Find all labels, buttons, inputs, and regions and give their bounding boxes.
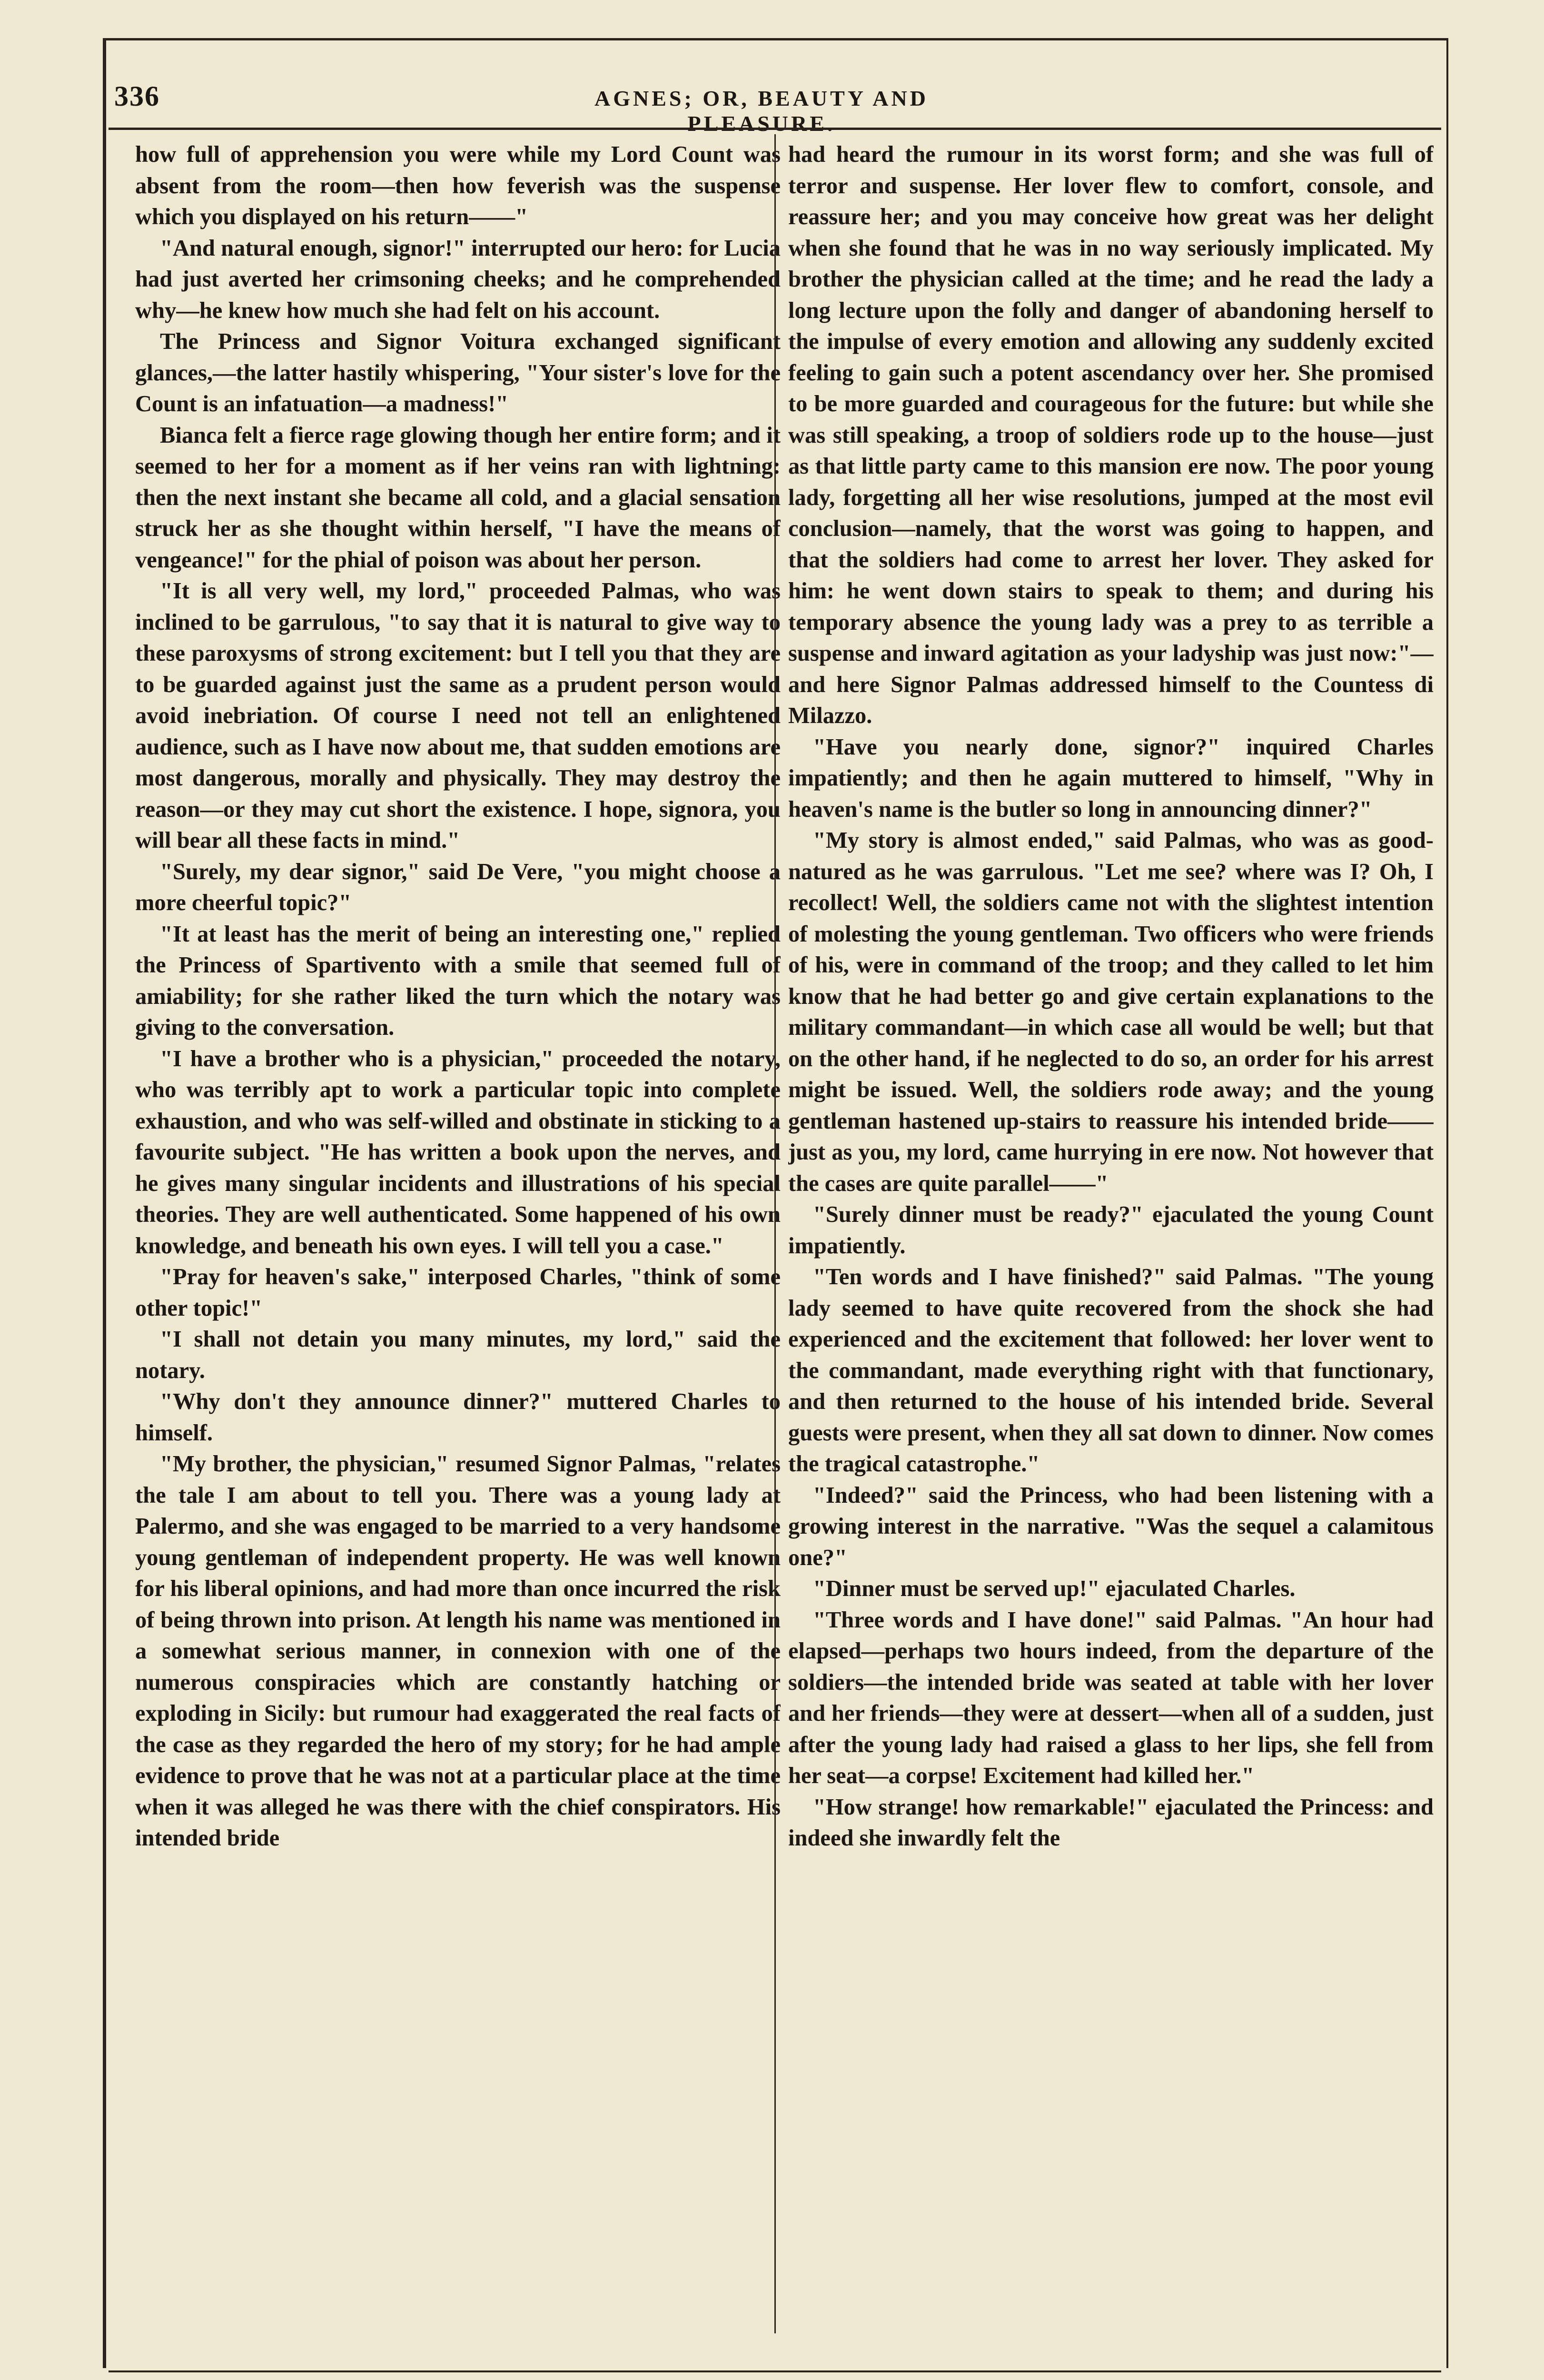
paragraph: The Princess and Signor Voitura exchanged significant glances,—the latter hastily whispering, "Your sister's love for the Count is an infatuation—a madness!" (135, 329, 781, 416)
header-rule (109, 128, 1441, 130)
footer-rule (109, 2370, 1441, 2372)
text-column-right (788, 139, 1434, 2329)
paragraph: "And natural enough, signor!" interrupted our hero: for Lucia had just averted her crimsoning cheeks; and he comprehended why—he knew how much she had felt on his account. (135, 235, 781, 323)
paragraph: how full of apprehension you were while my Lord Count was absent from the room—then how feverish was the suspense which you displayed on his return——" (135, 142, 781, 229)
running-title: AGNES; OR, BEAUTY AND PLEASURE. (594, 86, 929, 136)
paragraph: "Surely, my dear signor," said De Vere, "you might choose a more cheerful topic?" (135, 859, 781, 915)
page-number: 336 (114, 80, 160, 112)
paragraph: "Why don't they announce dinner?" muttered Charles to himself. (135, 1389, 781, 1446)
paragraph: had heard the rumour in its worst form; and she was full of terror and suspense. Her lover flew to comfort, console, and reassure her; and you may conceive how great was her delight when she found that he was in no way seriously implicated. My brother the physician called at the time; and he read the lady a long lecture upon the folly and danger of abandoning herself to the impulse of every emotion and allowing any suddenly excited feeling to gain such a potent ascendancy over her. She promised to be more guarded and courageous for the future: but while she was still speaking, a troop of soldiers rode up to the house—just as that little party came to this mansion ere now. The poor young lady, forgetting all her wise resolutions, jumped at the most evil conclusion—namely, that the worst was going to happen, and that the soldiers had come to arrest her lover. They asked for him: he went down stairs to speak to them; and during his temporary absence the young lady was a prey to as terrible a suspense and inward agitation as your ladyship was just now:"—and here Signor Palmas addressed himself to the Countess di Milazzo. (788, 142, 1434, 728)
paragraph: "Pray for heaven's sake," interposed Charles, "think of some other topic!" (135, 1264, 781, 1321)
paragraph: "Have you nearly done, signor?" inquired Charles impatiently; and then he again muttered to himself, "Why in heaven's name is the butler so long in announcing dinner?" (788, 734, 1434, 822)
paragraph: "Three words and I have done!" said Palmas. "An hour had elapsed—perhaps two hours indeed, from the departure of the soldiers—the intended bride was seated at table with her lover and her friends—they were at dessert—when all of a sudden, just after the young lady had raised a glass to her lips, she fell from her seat—a corpse! Excitement had killed her." (788, 1607, 1434, 1788)
paragraph: "My brother, the physician," resumed Signor Palmas, "relates the tale I am about to tell you. There was a young lady at Palermo, and she was engaged to be married to a very handsome young gentleman of independent property. He was well known for his liberal opinions, and had more than once incurred the risk of being thrown into prison. At length his name was mentioned in a somewhat serious manner, in connexion with one of the numerous conspiracies which are constantly hatching or exploding in Sicily: but rumour had exaggerated the real facts of the case as they regarded the hero of my story; for he had ample evidence to prove that he was not at a particular place at the time when it was alleged he was there with the chief conspirators. His intended bride (135, 1451, 781, 1851)
paragraph: "It is all very well, my lord," proceeded Palmas, who was inclined to be garrulous, "to say that it is natural to give way to these paroxysms of strong excitement: but I tell you that they are to be guarded against just the same as a prudent person would avoid inebriation. Of course I need not tell an enlightened audience, such as I have now about me, that sudden emotions are most dangerous, morally and physically. They may destroy the reason—or they may cut short the existence. I hope, signora, you will bear all these facts in mind." (135, 578, 781, 853)
paragraph: "Surely dinner must be ready?" ejaculated the young Count impatiently. (788, 1202, 1434, 1259)
paragraph: "I shall not detain you many minutes, my lord," said the notary. (135, 1327, 781, 1383)
paragraph: Bianca felt a fierce rage glowing though her entire form; and it seemed to her for a moment as if her veins ran with lightning: then the next instant she became all cold, and a glacial sensation struck her as she thought within herself, "I have the means of vengeance!" for the phial of poison was about her person. (135, 422, 781, 573)
text-column-left (135, 139, 781, 2329)
paragraph: "Indeed?" said the Princess, who had been listening with a growing interest in the narrative. "Was the sequel a calamitous one?" (788, 1482, 1434, 1570)
paragraph: "I have a brother who is a physician," proceeded the notary, who was terribly apt to work a particular topic into complete exhaustion, and who was self-willed and obstinate in sticking to a favourite subject. "He has written a book upon the nerves, and he gives many singular incidents and illustrations of his special theories. They are well authenticated. Some happened of his own knowledge, and beneath his own eyes. I will tell you a case." (135, 1046, 781, 1259)
paragraph: "Dinner must be served up!" ejaculated Charles. (813, 1576, 1296, 1601)
paragraph: "How strange! how remarkable!" ejaculated the Princess: and indeed she inwardly felt the (788, 1794, 1434, 1851)
paragraph: "Ten words and I have finished?" said Palmas. "The young lady seemed to have quite recovered from the shock she had experienced and the excitement that followed: her lover went to the commandant, made everything right with that functionary, and then returned to the house of his intended bride. Several guests were present, when they all sat down to dinner. Now comes the tragical catastrophe." (788, 1264, 1434, 1477)
column-divider (774, 134, 776, 2333)
paragraph: "My story is almost ended," said Palmas, who was as good-natured as he was garrulous. "Let me see? where was I? Oh, I recollect! Well, the soldiers came not with the slightest intention of molesting the young gentleman. Two officers who were friends of his, were in command of the troop; and they called to let him know that he had better go and give certain explanations to the military commandant—in which case all would be well; but that on the other hand, if he neglected to do so, an order for his arrest might be issued. Well, the soldiers rode away; and the young gentleman hastened up-stairs to reassure his intended bride——just as you, my lord, came hurrying in ere now. Not however that the cases are quite parallel——" (788, 828, 1434, 1196)
paragraph: "It at least has the merit of being an interesting one," replied the Princess of Spartivento with a smile that seemed full of amiability; for she rather liked the turn which the notary was giving to the conversation. (135, 921, 781, 1040)
